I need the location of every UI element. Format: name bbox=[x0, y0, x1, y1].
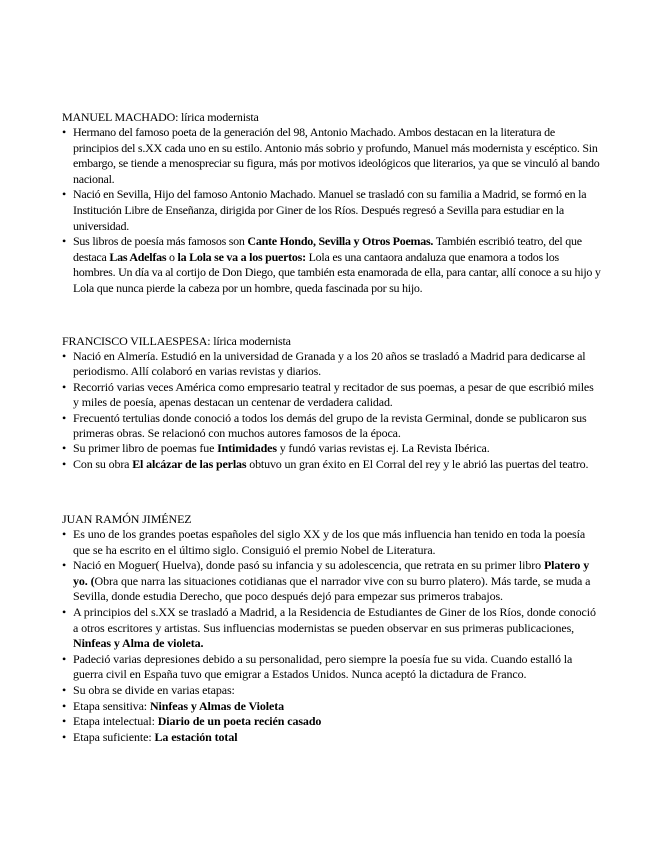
text-run: Padeció varias depresiones debido a su personalidad, pero siempre la poesía fue su vida. Cuando estalló la guerra civil en España tuvo que emigrar a Estados Unidos. Nunca aceptó la dictadura de Franco. bbox=[73, 651, 573, 682]
bold-text: La estación total bbox=[154, 729, 238, 744]
bold-text: Platero y yo. ( bbox=[73, 558, 590, 588]
bold-text: Cante Hondo, Sevilla y Otros Poemas. bbox=[247, 234, 434, 249]
list-item bbox=[62, 234, 602, 296]
section-manuel-machado bbox=[62, 110, 602, 297]
bold-text: Ninfeas y Almas de Violeta bbox=[149, 698, 285, 713]
list-item bbox=[62, 558, 602, 605]
section-juan-ramon-jimenez bbox=[62, 512, 602, 745]
text-run: Hermano del famoso poeta de la generación del 98, Antonio Machado. Ambos destacan en la literatura de principios del s.XX cada uno en su estilo. Antonio más sobrio y profundo, Manuel más modernista y escéptico. Sin embargo, se tiende a menospreciar su figura, más por motivos ideológicos que literarios, ya que se vinculó al bando nacional. bbox=[73, 125, 600, 186]
text-run: Lola es una cantaora andaluza que enamora a todos los hombres. Un día va al cortijo de Don Diego, que también esta enamorada de ella, para cantar, allí conoce a su hijo y Lola que nunca pierde la cabeza por un hombre, queda fascinada por su hijo. bbox=[73, 249, 601, 295]
list-item bbox=[62, 730, 602, 746]
list-item bbox=[62, 187, 602, 234]
bold-text: Ninfeas y Alma de violeta. bbox=[73, 636, 204, 651]
bold-text: El alcázar de las perlas bbox=[132, 456, 247, 471]
bullet-list bbox=[62, 349, 602, 472]
list-item bbox=[62, 349, 602, 380]
text-run: Obra que narra las situaciones cotidianas que el narrador vive con su burro platero). Más tarde, se muda a Sevilla, donde estudia Derecho, que poco después dejó para empezar sus primeros trabajos. bbox=[73, 573, 591, 604]
list-item bbox=[62, 699, 602, 715]
bold-text: Diario de un poeta recién casado bbox=[157, 714, 322, 729]
text-run: obtuvo un gran éxito en El Corral del rey y le abrió las puertas del teatro. bbox=[246, 456, 589, 471]
text-run: Nació en Sevilla, Hijo del famoso Antonio Machado. Manuel se trasladó con su familia a Madrid, se formó en la Institución Libre de Enseñanza, dirigida por Giner de los Ríos. Después regresó a Sevilla para estudiar en la universidad. bbox=[73, 187, 587, 233]
text-run: Frecuentó tertulias donde conoció a todos los demás del grupo de la revista Germinal, donde se publicaron sus primeras obras. Se relacionó con muchos autores famosos de la época. bbox=[73, 410, 587, 441]
section-francisco-villaespesa bbox=[62, 334, 602, 472]
bold-text: Las Adelfas bbox=[109, 249, 167, 264]
list-item bbox=[62, 527, 602, 558]
text-run: También escribió teatro, del que destaca bbox=[73, 234, 582, 264]
section-heading: FRANCISCO VILLAESPESA: lírica modernista bbox=[62, 334, 291, 348]
list-item bbox=[62, 605, 602, 652]
list-item bbox=[62, 441, 602, 456]
list-item bbox=[62, 380, 602, 411]
text-run: o bbox=[166, 249, 178, 264]
bullet-list bbox=[62, 125, 602, 297]
text-run: Su obra se divide en varias etapas: bbox=[73, 682, 235, 697]
text-run: Recorrió varias veces América como empresario teatral y recitador de sus poemas, a pesar de que escribió miles y miles de poesía, apenas destacan un centenar de verdadera calidad. bbox=[73, 379, 594, 410]
list-item bbox=[62, 714, 602, 730]
text-run: Etapa suficiente: bbox=[73, 729, 155, 744]
text-run: Nació en Almería. Estudió en la universidad de Granada y a los 20 años se trasladó a Madrid para dedicarse al periodismo. Allí colaboró en varias revistas y diarios. bbox=[73, 349, 586, 379]
text-run: Con su obra bbox=[73, 456, 133, 471]
text-run: Etapa intelectual: bbox=[73, 714, 158, 729]
text-run: Su primer libro de poemas fue bbox=[73, 441, 218, 456]
bold-text: la Lola se va a los puertos: bbox=[177, 249, 306, 264]
text-run: y fundó varias revistas ej. La Revista Ibérica. bbox=[276, 441, 490, 456]
bullet-list bbox=[62, 527, 602, 745]
text-run: Sus libros de poesía más famosos son bbox=[73, 234, 248, 249]
list-item bbox=[62, 683, 602, 699]
list-item bbox=[62, 125, 602, 187]
text-run: Es uno de los grandes poetas españoles del siglo XX y de los que más influencia han tenido en toda la poesía que se ha escrito en el último siglo. Consiguió el premio Nobel de Literatura. bbox=[73, 527, 586, 557]
bold-text: Intimidades bbox=[217, 441, 277, 456]
text-run: Etapa sensitiva: bbox=[73, 698, 150, 713]
section-heading: MANUEL MACHADO: lírica modernista bbox=[62, 110, 259, 124]
list-item bbox=[62, 411, 602, 442]
text-run: Nació en Moguer( Huelva), donde pasó su infancia y su adolescencia, que retrata en su primer libro bbox=[73, 558, 544, 573]
list-item bbox=[62, 457, 602, 472]
section-heading: JUAN RAMÓN JIMÉNEZ bbox=[62, 512, 192, 526]
list-item bbox=[62, 652, 602, 683]
text-run: A principios del s.XX se trasladó a Madrid, a la Residencia de Estudiantes de Giner de los Ríos, donde conoció a otros escritores y artistas. Sus influencias modernistas se pueden observar en sus primeras publicaciones, bbox=[73, 604, 596, 635]
